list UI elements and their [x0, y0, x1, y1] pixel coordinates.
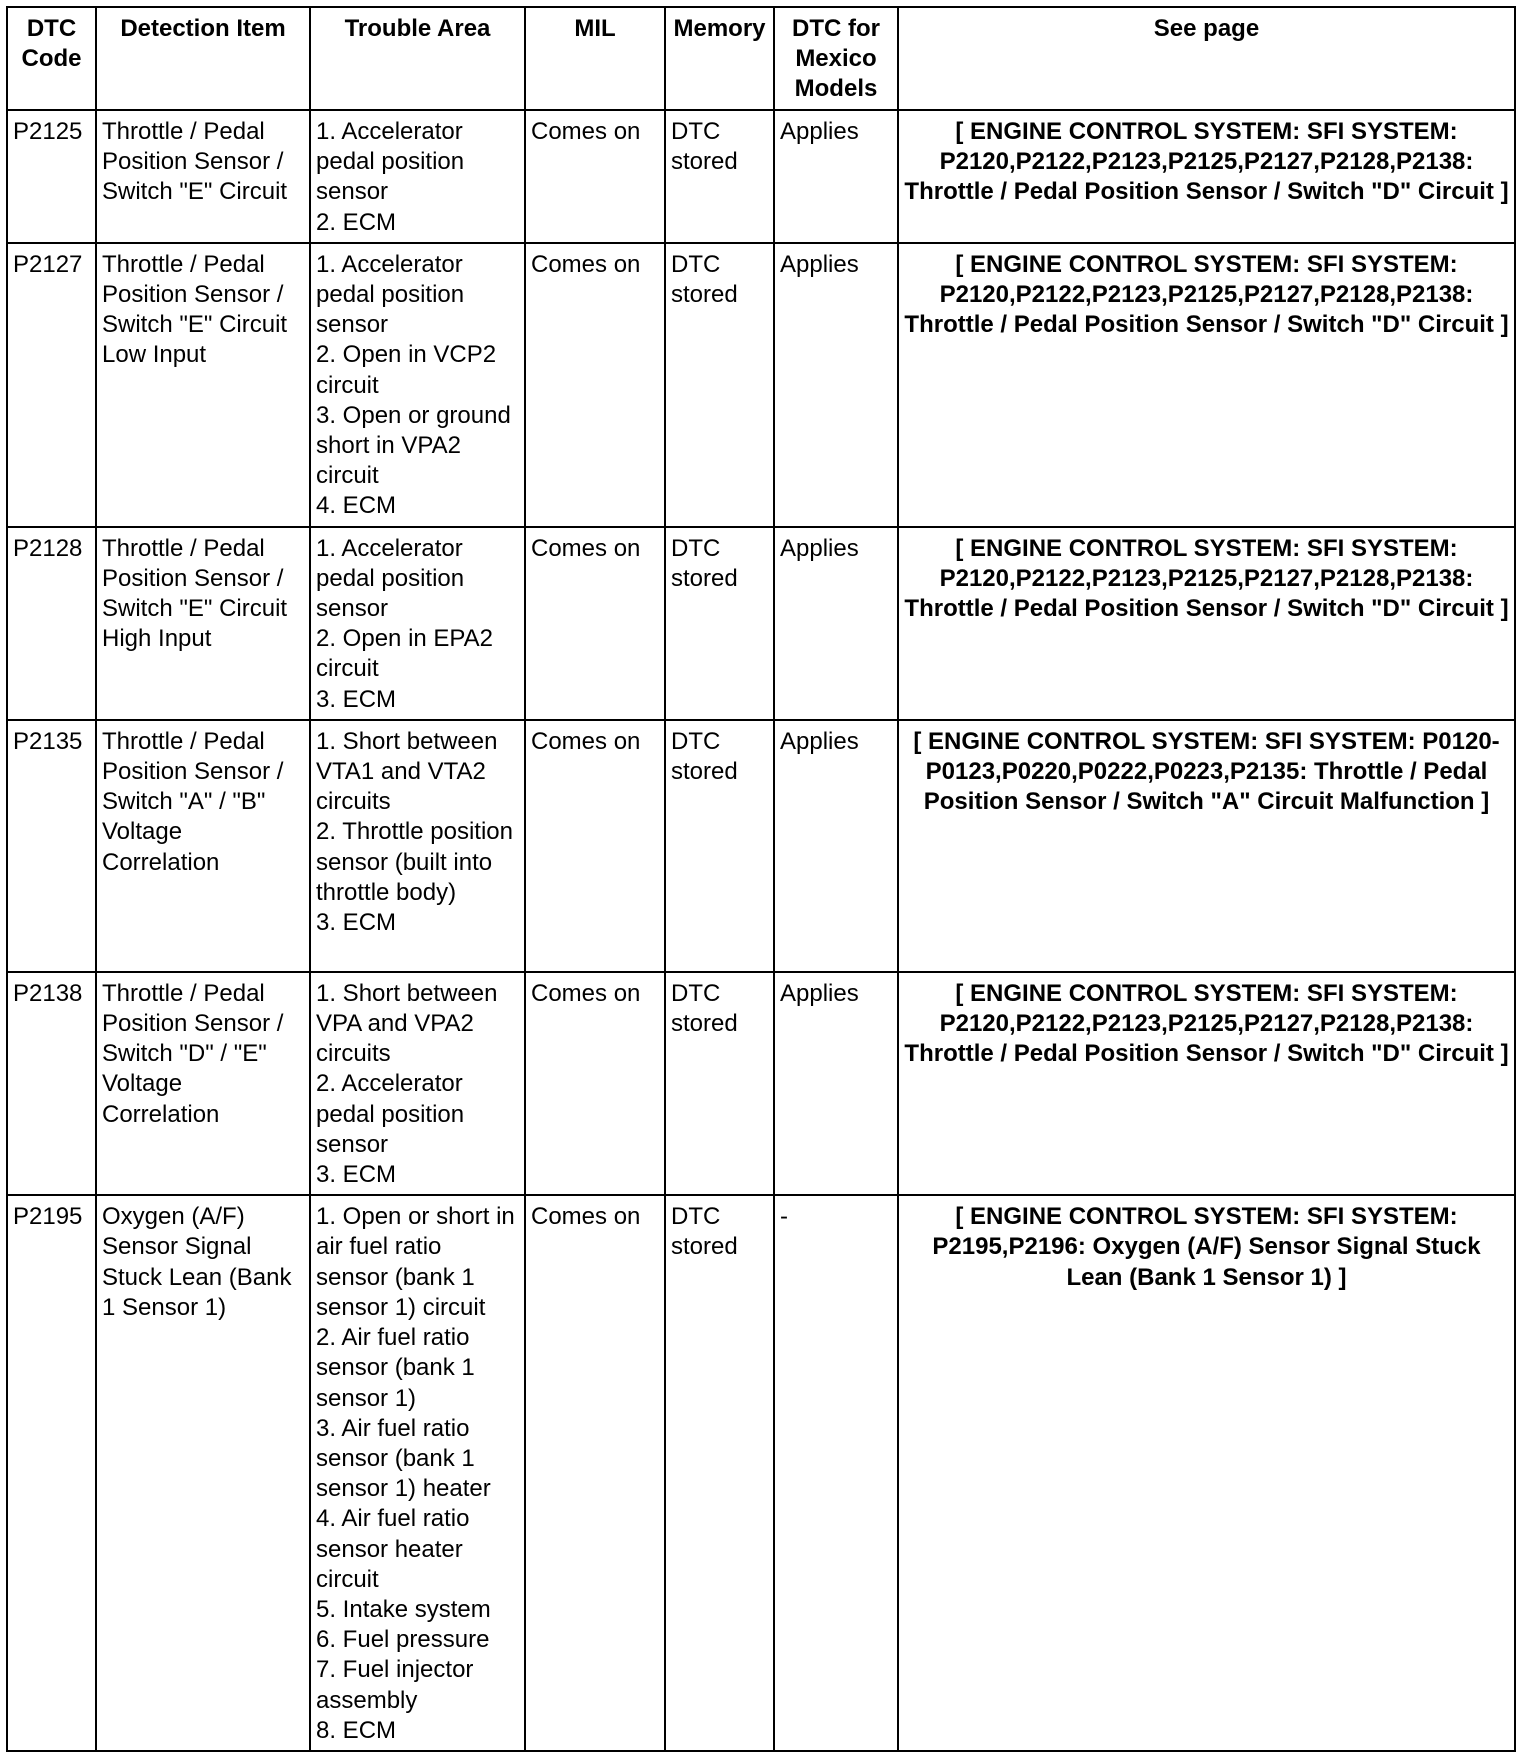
detection-item-cell: Throttle / Pedal Position Sensor / Switch "E" Circuit Low Input: [96, 243, 310, 527]
trouble-area-item: 8. ECM: [316, 1716, 397, 1744]
trouble-area-item: 2. Accelerator pedal position sensor: [316, 1070, 465, 1158]
trouble-area-cell: [310, 527, 525, 720]
dtc-table: [6, 6, 1516, 1752]
mil-cell: Comes on: [525, 1195, 665, 1751]
mil-cell: Comes on: [525, 110, 665, 243]
see-page-cell: [ ENGINE CONTROL SYSTEM: SFI SYSTEM: P2195,P2196: Oxygen (A/F) Sensor Signal Stuck Lean (Bank 1 Sensor 1) ]: [898, 1195, 1515, 1751]
detection-item-cell: Throttle / Pedal Position Sensor / Switch "D" / "E" Voltage Correlation: [96, 972, 310, 1195]
see-page-cell: [ ENGINE CONTROL SYSTEM: SFI SYSTEM: P2120,P2122,P2123,P2125,P2127,P2128,P2138: Throttle / Pedal Position Sensor / Switch "D" Circuit ]: [898, 972, 1515, 1195]
trouble-area-item: 3. Air fuel ratio sensor (bank 1 sensor 1) heater: [316, 1414, 491, 1503]
header-dtc-mexico: DTC for Mexico Models: [774, 7, 898, 110]
header-detection-item: Detection Item: [96, 7, 310, 110]
trouble-area-item: 1. Accelerator pedal position sensor: [316, 534, 465, 623]
trouble-area-item: 3. ECM: [316, 909, 397, 937]
detection-item-cell: Throttle / Pedal Position Sensor / Switch "E" Circuit High Input: [96, 527, 310, 720]
trouble-area-item: 2. Throttle position sensor (built into throttle body): [316, 818, 514, 906]
table-row: [7, 720, 1515, 972]
trouble-area-item: 4. ECM: [316, 492, 397, 520]
trouble-area-cell: [310, 972, 525, 1195]
trouble-area-item: 2. Air fuel ratio sensor (bank 1 sensor 1): [316, 1324, 475, 1412]
see-page-cell: [ ENGINE CONTROL SYSTEM: SFI SYSTEM: P2120,P2122,P2123,P2125,P2127,P2128,P2138: Throttle / Pedal Position Sensor / Switch "D" Circuit ]: [898, 243, 1515, 527]
table-row: [7, 243, 1515, 527]
table-row: [7, 972, 1515, 1195]
header-memory: Memory: [665, 7, 774, 110]
mil-cell: Comes on: [525, 720, 665, 972]
table-row: [7, 110, 1515, 243]
trouble-area-item: 4. Air fuel ratio sensor heater circuit: [316, 1505, 470, 1593]
dtc-mexico-cell: -: [774, 1195, 898, 1751]
header-row: [7, 7, 1515, 110]
dtc-mexico-cell: Applies: [774, 972, 898, 1195]
trouble-area-item: 1. Open or short in air fuel ratio sensor (bank 1 sensor 1) circuit: [316, 1203, 515, 1321]
table-header: [7, 7, 1515, 110]
header-see-page: See page: [898, 7, 1515, 110]
trouble-area-item: 1. Short between VPA and VPA2 circuits: [316, 979, 498, 1068]
trouble-area-item: 3. ECM: [316, 1161, 397, 1189]
dtc-code-cell: P2195: [7, 1195, 96, 1751]
dtc-code-cell: P2125: [7, 110, 96, 243]
see-page-cell: [ ENGINE CONTROL SYSTEM: SFI SYSTEM: P2120,P2122,P2123,P2125,P2127,P2128,P2138: Throttle / Pedal Position Sensor / Switch "D" Circuit ]: [898, 110, 1515, 243]
trouble-area-item: 2. ECM: [316, 208, 397, 236]
trouble-area-item: 1. Accelerator pedal position sensor: [316, 118, 465, 206]
dtc-code-cell: P2128: [7, 527, 96, 720]
dtc-mexico-cell: Applies: [774, 243, 898, 527]
trouble-area-item: 2. Open in VCP2 circuit: [316, 341, 497, 399]
memory-cell: DTC stored: [665, 720, 774, 972]
detection-item-cell: Throttle / Pedal Position Sensor / Switch "E" Circuit: [96, 110, 310, 243]
trouble-area-item: 2. Open in EPA2 circuit: [316, 625, 493, 683]
trouble-area-cell: [310, 720, 525, 972]
trouble-area-item: 5. Intake system: [316, 1595, 491, 1623]
trouble-area-item: 1. Accelerator pedal position sensor: [316, 250, 465, 339]
dtc-mexico-cell: Applies: [774, 527, 898, 720]
detection-item-cell: Throttle / Pedal Position Sensor / Switch "A" / "B" Voltage Correlation: [96, 720, 310, 972]
trouble-area-item: 3. Open or ground short in VPA2 circuit: [316, 401, 511, 490]
memory-cell: DTC stored: [665, 243, 774, 527]
mil-cell: Comes on: [525, 243, 665, 527]
trouble-area-cell: [310, 110, 525, 243]
table-row: [7, 1195, 1515, 1751]
trouble-area-item: 6. Fuel pressure: [316, 1626, 490, 1654]
header-dtc-code: DTC Code: [7, 7, 96, 110]
memory-cell: DTC stored: [665, 972, 774, 1195]
trouble-area-cell: [310, 1195, 525, 1751]
table-body: [7, 110, 1515, 1751]
mil-cell: Comes on: [525, 527, 665, 720]
dtc-mexico-cell: Applies: [774, 720, 898, 972]
see-page-cell: [ ENGINE CONTROL SYSTEM: SFI SYSTEM: P0120-P0123,P0220,P0222,P0223,P2135: Throttle / Pedal Position Sensor / Switch "A" Circuit Malfunction ]: [898, 720, 1515, 972]
header-trouble-area: Trouble Area: [310, 7, 525, 110]
memory-cell: DTC stored: [665, 1195, 774, 1751]
dtc-code-cell: P2138: [7, 972, 96, 1195]
memory-cell: DTC stored: [665, 527, 774, 720]
trouble-area-item: 3. ECM: [316, 685, 397, 713]
dtc-code-cell: P2135: [7, 720, 96, 972]
dtc-mexico-cell: Applies: [774, 110, 898, 243]
trouble-area-item: 1. Short between VTA1 and VTA2 circuits: [316, 727, 498, 816]
mil-cell: Comes on: [525, 972, 665, 1195]
see-page-cell: [ ENGINE CONTROL SYSTEM: SFI SYSTEM: P2120,P2122,P2123,P2125,P2127,P2128,P2138: Throttle / Pedal Position Sensor / Switch "D" Circuit ]: [898, 527, 1515, 720]
dtc-code-cell: P2127: [7, 243, 96, 527]
trouble-area-cell: [310, 243, 525, 527]
memory-cell: DTC stored: [665, 110, 774, 243]
detection-item-cell: Oxygen (A/F) Sensor Signal Stuck Lean (Bank 1 Sensor 1): [96, 1195, 310, 1751]
trouble-area-item: 7. Fuel injector assembly: [316, 1656, 474, 1714]
table-row: [7, 527, 1515, 720]
header-mil: MIL: [525, 7, 665, 110]
